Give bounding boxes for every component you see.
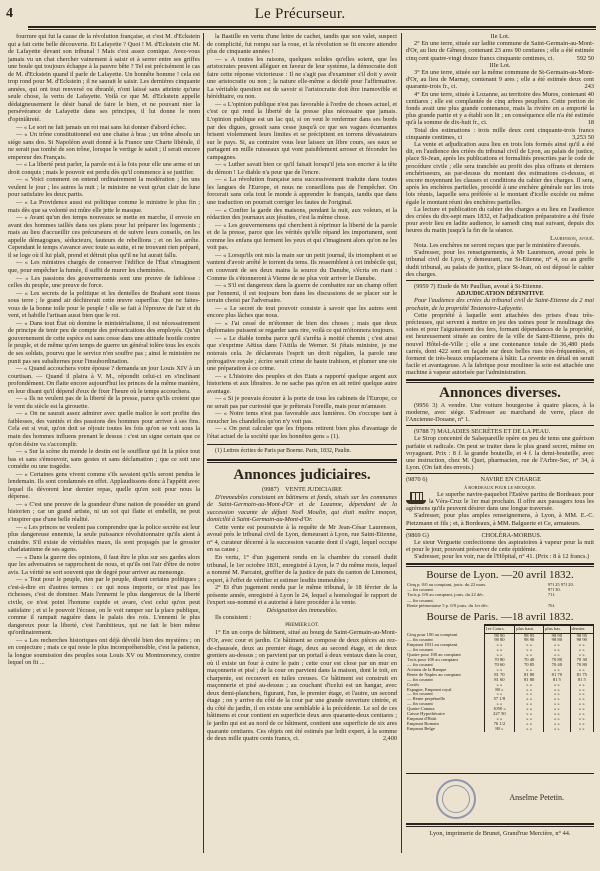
divider (406, 280, 594, 281)
contact: S'adresser, pour les renseignements, à Mr Laurenson, avoué près le tribunal civil de Lyon, y demeurant, rue St-Etienne, n° 4, ou au greffe dudit tribunal, au palais de justice, place St-Jean, où est déposé le cahier des charges. (406, 249, 594, 278)
ad-number: (9987) (262, 486, 279, 494)
divider (406, 823, 594, 827)
row-value: 76f. (547, 603, 556, 609)
cell-value: » » (570, 702, 593, 707)
column-1 (8, 33, 200, 863)
ad-number: (9869 G) (406, 531, 429, 539)
row-label: Rente piémontaise 5 p. 0/0 jouis. du 1er déc. (407, 603, 489, 609)
cell-value: » » (544, 668, 570, 673)
row-label: Rente de Naples au comptant (407, 671, 461, 677)
ad2-intro: Pour l'audience des criées du tribunal civil de Saint-Etienne du 2 mai prochain, de la propriété Testenoire-Lafayette. (406, 297, 594, 312)
row-value: 71f. (547, 592, 556, 598)
paragraph: — « Les passions des gouvernements sont une preuve de faiblesse : celles du peuple, une preuve de force. (8, 274, 200, 290)
divider (406, 425, 594, 426)
cell-value: » » (570, 717, 593, 722)
paragraph: — « Ils ne veulent pas de la liberté de la presse, parce qu'ils croient que le vent du siècle est la girouette. (8, 395, 200, 410)
signature: Anselme Petetin. (509, 793, 564, 802)
cell-value: » » (515, 722, 544, 727)
cell-value: » » (515, 697, 544, 702)
consistent-label: Ils consistent : (215, 614, 252, 622)
paragraph: — « Si je pouvais écouter à la porte de tous les cabinets de l'Europe, ce ne serait pas par curiosité que je prêterais l'oreille, mais pour m'amuser. (207, 395, 397, 410)
row-label: Emprunt Romain (407, 720, 439, 726)
cell-value: 98 95 (515, 633, 544, 638)
cell-value: » » (544, 692, 570, 697)
section-heading-annonces-diverses: Annonces diverses. (439, 384, 561, 401)
cell-value: » » (570, 683, 593, 688)
cell-value: » » (570, 668, 593, 673)
row-label: Emprunt d'Haïti (407, 715, 437, 721)
row-label: Trois pour 100 au comptant (407, 657, 458, 663)
paragraph: — « Les gouvernemens qui cherchent à réprimer la liberté de la parole et de la presse, parce que les vérités qu'elle répand les importunent, sont comme les enfans qui ferment les yeux et qui s'imaginent alors qu'on ne les voit pas. (207, 221, 397, 252)
paragraph: — « A toutes les raisons, quelques solides qu'elles soient, que les aristocrates peuvent alléguer en faveur de leur système, la démocratie doit faire cette réponse victorieuse : Il ne s'agit pas d'examiner s'il doit y avoir une aristocratie ou non ; la nature elle-même a décidé pour l'affirmative. La véritable question est de savoir si l'aristocratie doit être inamovible et héréditaire, ou non. (207, 55, 397, 101)
paragraph: — « L'histoire des peuples et des Etats a rapporté quelque argent aux historiens et aux libraires. Je ne sache pas qu'on en ait retiré quelque autre avantage. (207, 372, 397, 395)
ad2-text: Cette propriété à laquelle sont attachées des prises d'eau très-précieuses, qui servent à mettre en jeu des usines pour le moulinage des soies et pour l'aiguisement des fers, formant dépendances de la propriété, est heureusement située au centre de la ville de Saint-Etienne, près du nouvel Hôtel-de-Ville ; elle a une contenance totale de 36,480 pieds carrés, dont 422 sont en façade sur deux belles rues très-fréquentées, et forment de très-beaux emplacemens à bâtir. La revente en détail en serait facile et avantageuse. A la fabrique pour mouliner la soie est attachée une machine à vapeur autorisée par l'administration. (406, 311, 594, 377)
cell-value: » » (515, 692, 544, 697)
cell-value: » » (544, 707, 570, 712)
paragraph: — « Tout pour le peuple, rien par le peuple, disent certains politiques ; c'est-à-dire en d'autres termes : ce qui nous importe, ce n'est pas les richesses, c'est de dominer. Mais l'ennemi le plus dangereux de la liberté civile, ce n'est point l'homme cupide et avare, c'est celui qu'on peut satisfaire ; et si le pouvoir l'écrase, on le voit ramper sur la place publique, comme il rampait naguère dans le palais des rois. L'ennemi le plus dangereux pour la liberté, c'est l'ambitieux, qui ne fait le bien même qu'ordinairement. (8, 576, 200, 637)
paragraph: — « J'ai cessé de m'étonner de bien des choses ; mais que deux diplomates puissent se regarder sans rire, voilà ce qui m'étonnera toujours. (207, 319, 397, 335)
cell-value: » » (515, 653, 544, 658)
cell-value: 98 90 (544, 633, 570, 638)
cell-value: 81 5 (544, 678, 570, 683)
cell-value: 98 90 (515, 638, 544, 643)
row-label: Quatre Canaux (407, 706, 435, 712)
column-3 (406, 33, 594, 768)
cell-value: » » (570, 722, 593, 727)
row-label: Emprunt 1831 au comptant (407, 642, 458, 648)
paragraph: — « C'est une preuve de la grandeur d'une nation de posséder un grand historien ; car un grand artiste, ni un sot qui flatte et embellit, ne peut s'inspirer que d'une belle réalité. (8, 500, 200, 523)
cell-value: » » (515, 702, 544, 707)
cell-value: » » (484, 648, 515, 653)
cell-value: 57 1/8 (484, 697, 515, 702)
paragraph: — « La Providence aussi est politique comme le ministre le plus fin ; mais dès que sa volonté est mûre elle jette le masque. (8, 199, 200, 214)
cell-value: 81 70 (484, 673, 515, 678)
paragraph: Cette vente est poursuivie à la requête de Mr Jean-César Laurenson, avoué près le tribunal civil de Lyon, demeurant à Lyon, rue Saint-Etienne, n° 4, curateur décerné à la succession vacante dont il s'agit, lequel occupe en sa cause ; (207, 523, 397, 554)
column-header: dernier. (570, 625, 593, 633)
cell-value: 80 » (484, 727, 515, 732)
divider (207, 444, 397, 445)
cell-value: 98 80 (544, 638, 570, 643)
paragraph: fourrure qui fut la cause de la révolution française, et c'est M. d'Eckstein qui a fait cette belle découverte. Et Lafayette ? Quoi ! M. d'Eckstein cite M. de Lafayette devant son tribunal ! Mais c'est assez comique. Avez-vous jamais vu un chat chercher vainement à saisir et à serrer entre ses griffes une boule qui toujours échappe à la pauvre bête ? Tel est précisément le cas de M. d'Eckstein quand il parle de Lafayette. Un honnête homme ! cela est trop rond pour M. d'Eckstein ; il ne saurait le saisir. Les dernières cinquante années, qui ont tout renversé ou ébranlé, n'ont laissé sans atteinte qu'une seule chose, la vertu de Lafayette. Voilà ce que M. d'Eckstein appelle dédaigneusement le désir banal de faire le bien, et ne pouvant nier la persévérance de Lafayette dans ses principes, il lui donne le nom d'opiniâtreté. (8, 33, 200, 124)
cell-value: 70 80 (484, 658, 515, 663)
ad-cholera-title: CHOLÉRA-MORBUS. (481, 531, 542, 539)
cell-value: » » (570, 697, 593, 702)
paragraph: 2° Et d'un jugement rendu par le même tribunal, le 18 février de la présente année, enregistré à Lyon le 24, lequel a homologué le rapport de l'expert sus-nommé et a autorisé à faire procéder à la vente. (207, 584, 397, 607)
row-label: — fin courant (407, 691, 433, 697)
paragraph: — « Notre tems n'est pas favorable aux lumières. On s'occupe tant à moucher les chandelles qu'on n'y voit pas. (207, 410, 397, 425)
cell-value: » » (544, 683, 570, 688)
row-label: Cinq p. 0/0 au comptant, jouis. du 22 mars. (407, 581, 487, 587)
cell-value: 81 80 (515, 673, 544, 678)
cell-value: » » (544, 688, 570, 693)
paragraph: — « Luther savait bien ce qu'il faisait lorsqu'il jeta son encrier à la tête du démon ! Le diable n'a peur que de l'encre. (207, 161, 397, 176)
ad-title: VENTE JUDICIAIRE (285, 486, 342, 494)
tax-stamp (436, 779, 476, 819)
cell-value: » » (515, 688, 544, 693)
lot-amount: 592 50 (576, 54, 594, 62)
divider (207, 459, 397, 463)
cell-value: » » (570, 707, 593, 712)
bourse-paris-table (406, 624, 594, 732)
lot-amount: 2,400 (382, 735, 397, 743)
cell-value: 81 80 (515, 678, 544, 683)
ad-navire-title: NAVIRE EN CHARGE (480, 476, 541, 484)
row-label: — fin courant. (407, 587, 434, 593)
paragraph: — « On peut calculer que les fripons retirent bien plus d'avantage de l'état actuel de la société que les honnêtes gens » (1). (207, 425, 397, 440)
row-label: — fin courant (407, 676, 433, 682)
cell-value: 70 80 (570, 663, 593, 668)
paragraph: — « Confier la garde des maisons, pendant la nuit, aux voleurs, et la rédaction des journaux aux jésuites, c'est la même chose. (207, 206, 397, 222)
paragraph: — « Voici comment on entend ordinairement la modération ; les uns veulent le jour ; les autres la nuit ; le ministre ne veut qu'un clair de lune pour satisfaire les deux partis. (8, 176, 200, 199)
ad-body (207, 524, 397, 607)
cell-value: » » (570, 643, 593, 648)
cell-value: 80 » (484, 688, 515, 693)
cell-value: » » (515, 707, 544, 712)
header-rule (28, 26, 596, 30)
ad-carriage: (9956 3) A vendre. Une voiture bourgeoise à quatre places, à la moderne, avec siége. S'adresser au marchand de verre, place de l'Ancienne-Douane, n° 1. (406, 401, 594, 423)
lot-amount: 243 (584, 83, 594, 91)
lot-title: PREMIER LOT. (285, 622, 319, 628)
cell-value: » » (515, 648, 544, 653)
cell-value: 70 40 (544, 663, 570, 668)
paragraph: — « Sur la scène du monde le destin est le souffleur qui lit la pièce tout bas et sans s'émouvoir, sans gestes et sans déclamation ; que ce soit une comédie ou une tragédie. (8, 448, 200, 471)
row-label: Espagne, Emprunt royal (407, 686, 452, 692)
bourse-lyon-table (406, 582, 594, 609)
cell-value: 70 40 (515, 658, 544, 663)
cell-value: 1050 » (484, 707, 515, 712)
ad2-title: ADJUDICATION DÉFINITIVE (456, 290, 544, 298)
cell-value: 70 85 (515, 663, 544, 668)
cell-value: » » (570, 688, 593, 693)
ad-maladies-title: (9788 7) MALADIES SECRÈTES ET DE LA PEAU. (414, 428, 551, 436)
column-header: plus bas. (544, 625, 570, 633)
cell-value: » » (570, 727, 593, 732)
paragraph: — « Les secrets de la politique et les dentelles de Brabant sont tissus sous terre ; le grand air déchirerait cette œuvre superflue. Que ne faites-vous de la bonne toile pour le peuple ! elle se fait à l'épreuve de l'air et du vent, et habille l'artisan aussi bien que le roi. (8, 289, 200, 320)
cell-value: » » (544, 648, 570, 653)
paragraph: La vente et adjudication aura lieu en trois lots formés ainsi qu'il a été dit, en l'audience des criées du tribunal civil de Lyon, au palais de justice, place St-Jean, après les publications et formalités prescrites par le code de procédure civile ; elle sera tranchée au profit des plus offrans et derniers enchérisseurs, au par-dessus du montant des estimations ci-dessus, et encore moyennant les clauses et conditions du cahier des charges. Il sera, après les enchères partielles, procédé à une enchère générale sur les trois lots réunis, laquelle sera préférée si le montant d'icelle excède ou même égale le montant réuni des enchères partielles. (406, 141, 594, 206)
maxims (207, 33, 397, 441)
cell-value: 70 80 (544, 658, 570, 663)
row-label: Trois p. 0/0 au comptant, jouis. du 22 déc. (407, 592, 485, 598)
page-number: 4 (6, 6, 13, 21)
column-header: plus haut. (515, 625, 544, 633)
cell-value: » » (544, 712, 570, 717)
lot-text: 3° En une terre, située sur la même commune de St-Germain-au-Mont-d'Or, au lieu de Marnay, contenant 9 ares ; elle a été estimée deux cent quarante-trois fr., ci. 243 (406, 69, 594, 91)
cell-value: » » (544, 722, 570, 727)
row-label: Actions de la Banque (407, 666, 447, 672)
paragraph: — « Lorsqu'ils ont mis la main sur un petit journal, ils triomphent et se vantent d'avoir arrêté le torrent du tems. Ils ressemblent à cet imbécile qui, en couvrant de ses deux mains la source du Danube, s'écria en riant : Comme ils s'étonneront à Vienne de ne plus voir arriver le Danube. (207, 251, 397, 282)
nota: Nota. Les enchères ne seront reçues que par le ministère d'avoués. (414, 241, 581, 249)
divider (406, 563, 594, 567)
cell-value: » » (544, 717, 570, 722)
ship-icon (406, 492, 426, 504)
printer-imprint: Lyon, imprimerie de Brunet, Grand'rue Mercière, n° 44. (429, 830, 571, 837)
cell-value: » » (515, 643, 544, 648)
paragraph: — « S'il est dangereux dans la guerre de combattre sur un champ offert par l'ennemi, il est toujours bon dans les discussions de se placer sur le terrain choisi par l'adversaire. (207, 282, 397, 305)
paragraph: La lecture et publication du cahier des charges a eu lieu en l'audience des criées du dix-sept mars 1832, et l'adjudication préparatoire a été fixée pour avoir lieu en ladite audience, le samedi cinq mai suivant, depuis dix heures du matin jusqu'à la fin de la séance. (406, 205, 594, 235)
cell-value: 81 75 (570, 673, 593, 678)
cell-value: » » (515, 717, 544, 722)
row-label: — fin courant (407, 661, 433, 667)
column-3-footer (406, 770, 594, 838)
paragraph: — « Certaines gens vivent comme s'ils savaient qu'ils seront pendus le lendemain. Ils sont condamnés en effet. Applaudissons donc à l'appétit avec lequel ils dévorent leur dernier repas, quelle qu'en soit pour nous la dépense. (8, 470, 200, 501)
ad-number: (9870 6) (406, 476, 428, 484)
divider (406, 473, 594, 474)
column-2 (207, 33, 397, 863)
paragraph: — « Le sort ne fait jamais un roi mat sans lui donner d'abord échec. (16, 123, 187, 131)
total-amount: 3,253 50 (571, 133, 594, 141)
cell-value: » » (570, 648, 593, 653)
row-label: Cortès (407, 681, 419, 687)
cell-value: » » (544, 643, 570, 648)
ad-navire-text: Le superbe navire-paquebot l'Estève partira de Bordeaux pour la Véra-Cruz le 1er mai prochain. Il offre aux passagers tous les agrémens qu'ils peuvent désirer dans une longue traversée. (406, 490, 594, 513)
paragraph: — « Les ministres chargés de conserver l'édifice de l'État s'imaginent que, pour empêcher la fumée, il suffit de murer les cheminées. (8, 259, 200, 274)
row-label: Quatre pour 100 au comptant (407, 652, 461, 658)
paragraph: — « Les recherches historiques ont déjà dévoilé bien des mystères ; on en conjecture ; mais ce qui reste le plus incompréhensible, c'est la patience, la longue soumission des peuples sous Louis XV ou Montmorency, contre lequel on fit ... (8, 636, 200, 667)
row-label: — fin courant (407, 701, 433, 707)
column-divider (401, 33, 402, 853)
section-heading-annonces-judiciaires: Annonces judiciaires. (233, 467, 371, 484)
paragraph: — « Dans tout État où domine le ministérialisme, il est nécessairement de principe de tenir peu de compte des prévarications des employés. Qu'un gouvernement de cette espèce est sans cesse dans une attitude hostile contre le peuple, et de même qu'en temps de guerre un général tolère tous les excès de ses soldats, pourvu que le service n'en souffre pas ; ainsi le ministère ne punit pas ses subalternes pour l'insubordination. (8, 319, 200, 365)
column-divider (203, 33, 204, 853)
cell-value: 81 5 (570, 678, 593, 683)
cell-value: 98 90 (484, 633, 515, 638)
cell-value: » » (484, 702, 515, 707)
paragraph: — « Le diable tomba parce qu'il s'arrêta à moitié chemin ; c'est ainsi que s'exprime Aëtius dans l'Attila de Werner. Si j'étais ministre, je me noterais cela. Je déclarerais l'esprit un droit régalien, la parole une prérogative royale ; écrire serait crime de haute trahison, et plumer une oie une préparation à ce crime. (207, 334, 397, 373)
lot-title: IIe Lot. (490, 33, 510, 40)
ad-maladies-text: Le Sirop concentré de Salsepareille opère en peu de tems une guérison parfaite et radicale. On peut se traiter dans le plus grand secret, même en voyageant. Prix : 8 f. la grande bouteille, et 4 f. la demi-bouteille, avec une instruction, chez M. Quet, pharmacien, rue de l'Arbre-Sec, n° 34, à Lyon. (On fait des envois.) (406, 435, 594, 472)
cell-value: » » (484, 717, 515, 722)
ad-navire-contact: S'adresser, pour plus amples renseignemens, à Lyon, à MM. E.-C. Pietzmann et fils ; et, à Bordeaux, à MM. Balguerie et Ce, armateurs. (406, 512, 594, 527)
row-label: Emprunt Belge (407, 725, 435, 731)
ad2-header: (9959 7) Etude de Mr Paullian, avoué à St-Etienne. (414, 282, 544, 290)
ad-cholera-contact: S'adresser, pour les voir, rue de l'Hôpital, n° 41. (Prix : 8 à 12 francs.) (414, 553, 590, 561)
paragraph: — « Un trône constitutionnel est une chaise à bras ; un trône absolu un siége sans dos. Si Napoléon avait donné à la France une Charte libérale, il ne serait pas tombé de son trône, lorsque le vertige le saisit ; il serait encore empereur des Français. (8, 131, 200, 161)
cell-value: » » (484, 692, 515, 697)
sale-conditions (406, 141, 594, 235)
cell-value: 76 1/2 (484, 722, 515, 727)
ad-cholera-text: Le sieur Verguette confectionne des aspiratoires à vapeur pour la nuit et pour le jour, pouvant préserver de cette épidémie. (406, 539, 594, 554)
lot-title: IIIe Lot. (489, 61, 511, 69)
bourse-paris-heading: Bourse de Paris. —18 avril 1832. (426, 610, 574, 623)
cell-value: » » (484, 683, 515, 688)
lot-amount: 18 (587, 119, 594, 127)
designation-heading: Désignation des immeubles. (266, 606, 338, 614)
cell-value: » » (544, 653, 570, 658)
cell-value: 81 60 (484, 678, 515, 683)
divider (406, 529, 594, 530)
paragraph: — « Les princes ne veulent pas comprendre que la police secrète est leur plus dangereuse ennemie, la seule puissance révolutionnaire qu'ils aient à craindre. S'il existe de véritables maux, ils sont propagés par le grossier charlatanisme de ses agens. (8, 523, 200, 554)
row-label: — fin courant (407, 637, 433, 643)
cell-value: » » (515, 668, 544, 673)
newspaper-title: Le Précurseur. (254, 6, 346, 22)
cell-value: 98 95 (570, 633, 593, 638)
bourse-lyon-heading: Bourse de Lyon. —20 avril 1832. (426, 568, 574, 581)
cell-value: » » (544, 697, 570, 702)
paragraph: — « L'opinion publique n'est pas favorable à l'ordre de choses actuel, et c'est ce qui rend la liberté de la presse plus nécessaire que jamais. L'opinion publique est un lac qui, si on veut le renfermer dans ses bords par des digues, grossit sans cesse jusqu'à ce que ses vagues écumantes brisent violemment leurs limites et se précipitent en torrens dévastateurs sur le pays. Si, au contraire vous leur laissez un libre cours, ses eaux se partagent en mille ruisseaux qui vont paisiblement arroser et féconder les campagnes. (207, 100, 397, 161)
column-header: 1er Cours. (484, 625, 515, 633)
paragraph: — « Le secret de tout pouvoir consiste à savoir que les autres sont encore plus lâches que nous. (207, 304, 397, 320)
paragraph: — « On ne saurait assez admirer avec quelle malice le sort profite des faiblesses, des vanités et des passions des hommes pour arriver à ses fins. Cela est si vrai, qu'on doit se réjouir toutes les fois qu'on se voit sous la main des hommes influens prenant le dessus : c'est un signe certain que ce qu'on désire va s'accomplir. (8, 410, 200, 448)
lot-text: 4° En une terre, située à Lozanne, au territoire des Mures, contenant 40 centiares ; elle est complantée de cinq arbres peupliers. Cette portion de fonds avait une plus grande contenance, mais la rivière en a emporté la plus grande partie et y a établi son lit ; en conséquence elle n'a été estimée qu'à la somme de dix-huit fr., ci. 18 (406, 90, 594, 127)
cell-value: 81 70 (544, 673, 570, 678)
cell-value: 98 80 (484, 638, 515, 643)
cell-value: » » (570, 712, 593, 717)
paragraph: — « Quand accouchera votre épouse ? demanda un jour Louis XIV à un courtisan. — Quand il plaira à V. M., répondit celui-ci en s'inclinant profondément. On flatte encore aujourd'hui les princes de la même manière, en leur disant qu'il dépend d'eux de fixer l'heure où le temps accouchera. (8, 365, 200, 395)
cell-value: » » (515, 683, 544, 688)
cell-value: 70 60 (484, 663, 515, 668)
signed-by: Laurenson, avoué. (550, 234, 594, 242)
paragraph: — « Avant qu'un des temps nouveaux se mette en marche, il envoie en avant des hommes taillés dans ses plans pour lui préparer les logements ; mais au lieu d'accueillir ces précurseurs et de suivre leurs conseils, on les appelle démagogues, séducteurs, fauteurs de rebellions ; et on les arrête. Cependant le temps s'avance avec toute sa suite, et ne trouvant rien préparé, il se loge où il lui plaît, prend et détruit plus qu'il ne lui aurait fallu. (8, 214, 200, 259)
lot-text: 2° En une terre, située sur ladite commune de Saint-Germain-au-Mont-d'Or, au lieu de Gênesy, contenant 23 ares 90 centiares ; elle a été estimée cinq cent quatre-vingt douze francs cinquante centimes, ci. 592 50 (406, 40, 594, 62)
table-row (406, 603, 594, 608)
cell-value: » » (544, 727, 570, 732)
footnote: (1) Lettres écrites de Paris par Boerne. Paris, 1832, Paulin. (215, 447, 352, 454)
ad-intro: D'immeubles consistant en bâtimens et fonds, situés sur les communes de Saint-Germain-au-Mont-d'Or et de Lozanne, dépendant de la succession vacante de défunt Noël Moulin, qui était maître maçon, domicilié à Saint-Germain-au-Mont-d'Or. (207, 493, 397, 524)
paragraph: — « La liberté peut parler, la parole est à la fois pour elle une arme et un droit conquis ; mais le pouvoir est perdu dès qu'il commence à se justifier. (8, 161, 200, 176)
row-label: — fin courant. (407, 597, 434, 603)
table-row (406, 727, 594, 732)
divider (406, 773, 594, 774)
cell-value: » » (484, 653, 515, 658)
paragraph: — « La révolution française sera successivement traduite dans toutes les langues de l'Europe, et nous ne conseillons pas de l'empêcher. On forcerait sans cela tout le monde à apprendre le français, tandis que dans une traduction on pourrait corriger les fautes de l'original. (207, 176, 397, 207)
cell-value: 227 50 (484, 712, 515, 717)
paragraph: la Bastille en vertu d'une lettre de cachet, tandis que son valet, suspect de complicité, fut rompu sur la roue, et la révolution se fit encore attendre plus de cinquante années ! (207, 33, 397, 56)
cell-value: » » (544, 702, 570, 707)
divider (406, 379, 594, 383)
row-label: Cinq pour 100 au comptant (407, 632, 458, 638)
cell-value: » » (484, 668, 515, 673)
paragraph: — « Dans la guerre des opinions, il faut être le plus sur ses gardes alors que les adversaires se rapprochent de nous, et qu'ils ont l'air d'être de notre avis. La vérité ne sort souvent que de degré pour arriver au mensonge. (8, 553, 200, 576)
cell-value: 70 30 (570, 658, 593, 663)
row-label: — fin courant (407, 647, 433, 653)
row-label: — Rente perpétuelle (407, 696, 446, 702)
row-label: Caisse Hypothécaire (407, 711, 445, 717)
paragraph: En vertu, 1° d'un jugement rendu en la chambre du conseil dudit tribunal, le 1er octobre 1831, enregistré à Lyon, le 7 du même mois, lequel a nommé M. Parcaint, greffier de la justice de paix du canton de Limonest, expert, à l'effet de vérifier et estimer lesdits immeubles ; (207, 554, 397, 584)
cell-value: » » (515, 727, 544, 732)
cell-value: » » (570, 653, 593, 658)
ad-navire-subtitle: À BORDEAUX POUR LE MEXIQUE. (463, 484, 537, 490)
total-text: Total des estimations : trois mille deux cent cinquante-trois francs cinquante centimes, ci 3,253 50 (406, 126, 594, 141)
lot-text: 1° En un corps de bâtiment, situé au bourg de Saint-Germain-au-Mont-d'Or, avec cour et jardin. Ce bâtiment se compose de deux pièces au rez-de-chaussée, deux au premier étage, deux au second étage, et de deux greniers au-dessus ; on parvient par un portail à deux ventaux dans la cour, où il existe un four à cuire le pain ; cette cour est close par un mur en maçonnerie et pisé ; de la cour on parvient dans la maison, dont le toit, en charpente, est recouvert en tuiles creuses. Ce bâtiment est construit en maçonnerie et pisé au-dessus ; au couchant d'icelui est un hangar, avec deux demi-planchers, figurant, l'un, le premier étage, et l'autre, un second étage ; on y arrive du côté de la cour par une grande ouverture cintrée, et du côté du jardin, il en existe une semblable à la précédente. Le sol de ces bâtimens et cour contient en superficie deux ares quarante-deux centiares ; le jardin qui est au nord de ce bâtiment, contient une superficie de six ares quarante centiares. Ces objets ont été estimés par ledit expert, à la somme de deux mille quatre cents francs, ci. 2,400 (207, 629, 397, 743)
cell-value: » » (484, 643, 515, 648)
cell-value: 98 90 (570, 638, 593, 643)
row-value: 97f 25 97f 20. (547, 581, 574, 587)
row-value: 97f 30. (547, 587, 561, 593)
cell-value: » » (570, 692, 593, 697)
cell-value: » » (515, 712, 544, 717)
